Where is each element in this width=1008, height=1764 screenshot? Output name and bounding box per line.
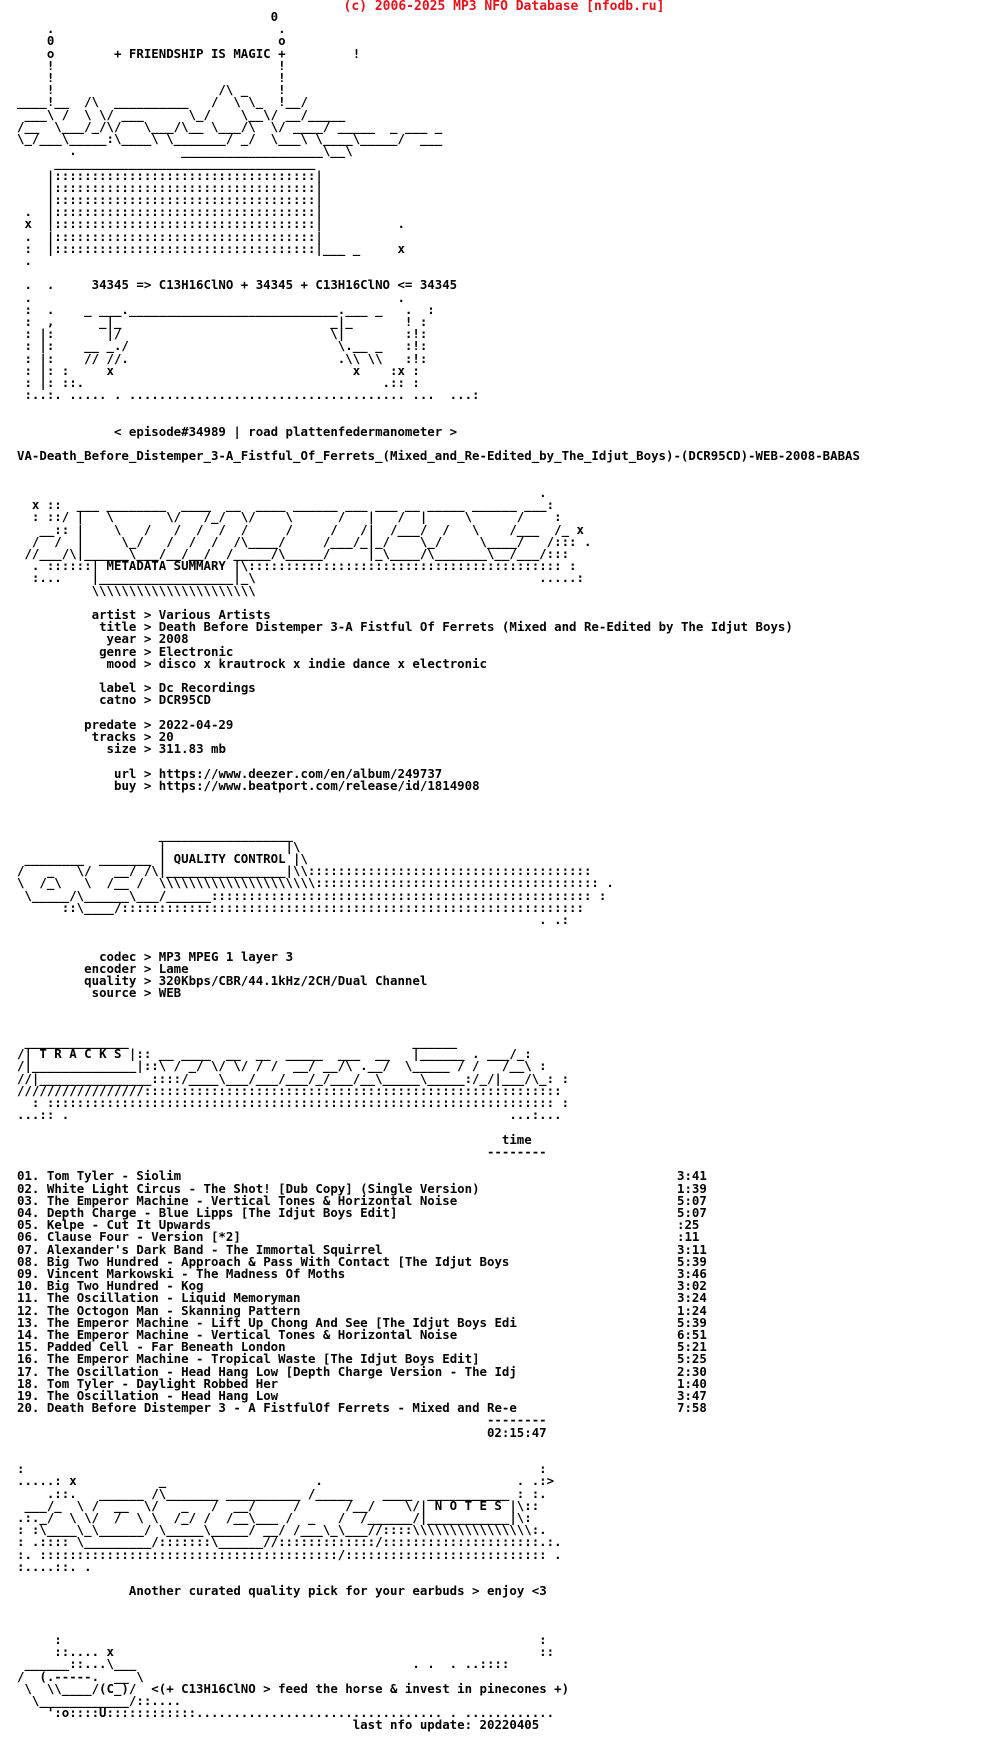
meta-value-tracks: 20 [158,728,174,744]
tracks-heading: T R A C K S [39,1046,122,1062]
track-row: 15. Padded Cell - Far Beneath London 5:21 [17,1339,707,1355]
track-row: 03. The Emperor Machine - Vertical Tones & Horizontal Noise 5:07 [17,1192,707,1208]
nfo-document: 0 . . 0 o o + FRIENDSHIP IS MAGIC + ! ! ! ! ! ! /\ _ ! ____!__ /\ __________ / \ \_ !__/ ___\ / \ \/ ___ \_/ \__\/ __/_____ /__ \___/_/\/ \___/\__ \___/\ \/ ____/ _____ _ ___ _ \_/___\_____:\____\ \_______/ _/ \___\ \____\_____/ ___ . ___________________\__\ ___________________________________ |:::::::::::::::::::::::::::::::::::| |:::::::::::::::::::::::::::::::::::| |:::::::::::::::::::::::::::::::::::| . |:::::::::::::::::::::::::::::::::::| x |:::::::::::::::::::::::::::::::::::| . . |:::::::::::::::::::::::::::::::::::| : |:::::::::::::::::::::::::::::::::::|___ _ x . . . 34345 => C13H16ClNO + 34345 + C13H16ClNO <= 34345 . . : . _ ___.____________________________.___ _ . : : , _|_ _|_ ! : : |: |/ \| :!: : |: __ _./ \.__ _ :!: : |: // //. .\\ \\ :!: : |: : x x :x : : |: ::. .:: : :..:. ..... . ..................................... ... ...: < episode#34989 | road plattenfedermanometer > VA-Death_Before_Distemper_3-A_Fistful_Of_Ferrets_(Mixed_and_Re-Edited_by_The_Idjut_Boys)-(DCR95CD)-WEB-2008-BABAS . x :: ___ ________ ____ __ ____ ______ ___ ___ __ _____ ______ ___: : ::/ | \ \/ /_/ \/ \ / | / | \ / : __:: | \ / / / / / / / /| /___/ / \ /___ /_ x / / | \_/ / / / /\____/ /___/_|_/ \_/ \____/ /::: . //___/\|______\___/__/__/ /_____/\_____/ |_\____/\_______\__/___/::: . ::::::| METADATA SUMMARY |\:::::::::::::::::::::::::::::::::::::::::: : :... |__________________|_\ .....: \\\\\\\\\\\\\\\\\\\\\\ artist > Various Artists title > Death Before Distemper 3-A Fistful Of Ferrets (Mixed and Re-Edited by The Idjut Boys) year > 2008 genre > Electronic mood > disco x krautrock x indie dance x electronic label > Dc Recordings catno > DCR95CD predate > 2022-04-29 tracks > 20 size > 311.83 mb url > https://www.deezer.com/en/album/249737 buy > https://www.beatport.com/release/id/1814908 __________________ | |\ ________ _______ | QUALITY CONTROL |\ / _ \/ __/ /\|________________|\\:::::::::::::::::::::::::::::::::::::: \ /_\ \ /__ / \\\\\\\\\\\\\\\\\\\\\:::::::::::::::::::::::::::::::::::::: . \_____/\______\___/______::::::::::::::::::::::::::::::::::::::::::::::::::: : ::\____/:::::::::::::::::::::::::::::::::::::::::::::::::::::::::::::: . .: codec > MP3 MPEG 1 layer 3 encoder > Lame quality > 320Kbps/CBR/44.1kHz/2CH/Dual Channel source > WEB ______________ ______ /| T R A C K S |:: __ ____ __ __ _____ ___ __ |______ . ___/_: /|______________|::\ / _/ \/ \/ / / __/ __/\ .__/ \_____ / / /__\ : //|_______________::::/____\___/___/___/_/___/__\_____\_____:/_/|___/\_: : /////////////////:::::::::::::::::::::::::::::::::::::::::::::::::::::::: : :::::::::::::::::::::::::::::::::::::::::::::::::::::::::::::::::::: : ...:: . ...:... time -------- 01. Tom Tyler - Siolim 3:41 02. White Light Circus - The Shot! [Dub Copy] (Single Version) 1:39 03. The Emperor Machine - Vertical Tones & Horizontal Noise 5:07 04. Depth Charge - Blue Lipps [The Idjut Boys Edit] 5:07 05. Kelpe - Cut It Upwards :25 06. Clause Four - Version [*2] :11 07. Alexander's Dark Band - The Immortal Squirrel 3:11 08. Big Two Hundred - Approach & Pass With Contact [The Idjut Boys 5:39 09. Vincent Markowski - The Madness Of Moths 3:46 10. Big Two Hundred - Kog 3:02 11. The Oscillation - Liquid Memoryman 3:24 12. The Octogon Man - Skanning Pattern 1:24 13. The Emperor Machine - Lift Up Chong And See [The Idjut Boys Edi 5:39 14. The Emperor Machine - Vertical Tones & Horizontal Noise 6:51 15. Padded Cell - Far Beneath London 5:21 16. The Emperor Machine - Tropical Waste [The Idjut Boys Edit] 5:25 17. The Oscillation - Head Hang Low [Depth Charge Version - The Idj 2:30 18. Tom Tyler - Daylight Robbed Her 1:40 19. The Oscillation - Head Hang Low 3:47 20. Death Before Distemper 3 - A FistfulOf Ferrets - Mixed and Re-e 7:58 -------- 02:15:47 : : .....: x _ . . .:> .::. ______ /\_______ __________ /_____ ____ ___________ : :. ___/_ \ / __ \/ _ / __/ / /__/ \/| N O T E S |\:: .:._/ \ \/ / \ \ /_/ / /__\___ / _ / /______/|___________|\: : :\____\_\______/ \_____\_____/ __/ /___\_\___//::::\\\\\\\\\\\\\\\\:. : .:::: \_________/:::::::\______//:::::::::::::/:::::::::::::::::::::.:. :. ::::::::::::::::::::::::::::::::::::::::/::::::::::::::::::::::::::: . :....::. . Another curated quality pick for your earbuds > enjoy <3 : : ::.... x :: ______::...\___ . . . ..:::: / (.-----. __ \ \ \\____/(C_)/ <(+ C13H16ClNO > feed the horse & invest in pinecones +) \____________/::.... ':o::::U::::::::::::................................. . ............ last nfo update: 20220405 [17,9,860,1733]
meta-label-label: label [99,680,137,696]
quality-header-art: __________________ | |\ ________ _______ | QUALITY CONTROL |\ / _ \/ __/ /\|________________|\\:::::::::::::::::::::::::::::::::::::: \ /_\ \ /__ / \\\\\\\\\\\\\\\\\\\\\:::::::::::::::::::::::::::::::::::::: . \_____/\______\___/______::::::::::::::::::::::::::::::::::::::::::::::::::: : ::\____/:::::::::::::::::::::::::::::::::::::::::::::::::::::::::::::: . .: [17,826,614,928]
meta-value-artist: Various Artists [158,606,271,622]
meta-value-label: Dc Recordings [158,680,256,696]
meta-value-title: Death Before Distemper 3-A Fistful Of Ferrets (Mixed and Re-Edited by The Idjut Boys) [158,619,793,635]
quality-label-encoder: encoder [84,960,137,976]
track-row: 08. Big Two Hundred - Approach & Pass With Contact [The Idjut Boys 5:39 [17,1253,707,1269]
meta-label-mood: mood [106,655,137,671]
site-header: (c) 2006-2025 MP3 NFO Database [nfodb.ru] [343,0,665,14]
track-row: 01. Tom Tyler - Siolim 3:41 [17,1168,707,1184]
track-row: 05. Kelpe - Cut It Upwards :25 [17,1217,700,1233]
meta-label-artist: artist [91,606,137,622]
metadata-header-art: . x :: ___ ________ ____ __ ____ ______ ___ ___ __ _____ ______ ___: : ::/ | \ \/ /_/ \/ \ / | / | \ / : __:: | \ / / / / / / / /| /___/ / \ /___ /_ x / / | \_/ / / / /\____/ /___/_|_/ \_/ \____/ /::: . //___/\|______\___/__/__/ /_____/\_____/ |_\____/\_______\__/___/::: . ::::::| METADATA SUMMARY |\:::::::::::::::::::::::::::::::::::::::::: : :... |__________________|_\ .....: \\\\\\\\\\\\\\\\\\\\\\ [24,484,592,598]
metadata-heading: METADATA SUMMARY [106,558,226,574]
banner-formula: 34345 => C13H16ClNO + 34345 + C13H16ClNO <= 34345 [91,277,458,293]
release-name: VA-Death_Before_Distemper_3-A_Fistful_Of_Ferrets_(Mixed_and_Re-Edited_by_The_Idjut_Boys)-(DCR95CD)-WEB-2008-BABAS [17,448,860,464]
tracks-time-header: time [501,1131,532,1147]
meta-value-genre: Electronic [158,643,234,659]
meta-value-catno: DCR95CD [158,692,211,708]
banner-episode: < episode#34989 | road plattenfedermanometer > [113,423,458,439]
banner-tagline: + FRIENDSHIP IS MAGIC + [113,45,286,61]
meta-label-url: url [113,765,137,781]
track-row: 18. Tom Tyler - Daylight Robbed Her 1:40 [17,1375,707,1391]
meta-label-buy: buy [113,777,137,793]
track-row: 02. White Light Circus - The Shot! [Dub Copy] (Single Version) 1:39 [17,1180,707,1196]
tracks-header-art: ______________ ______ /| T R A C K S |:: __ ____ __ __ _____ ___ __ |______ . ___/_: /|______________|::\ / _/ \/ \/ / / __/ __/\ .__/ \_____ / / /__\ : //|_______________::::/____\___/___/___/_/___/__\_____\_____:/_/|___/\_: : /////////////////:::::::::::::::::::::::::::::::::::::::::::::::::::::::: : :::::::::::::::::::::::::::::::::::::::::::::::::::::::::::::::::::: : ...:: . ...:... [17,1034,570,1123]
meta-label-year: year [106,631,137,647]
meta-value-mood: disco x krautrock x indie dance x electronic [158,655,487,671]
track-row: 16. The Emperor Machine - Tropical Waste [The Idjut Boys Edit] 5:25 [17,1351,707,1367]
track-row: 13. The Emperor Machine - Lift Up Chong And See [The Idjut Boys Edi 5:39 [17,1314,707,1330]
tracks-total: 02:15:47 [486,1424,547,1440]
last-update: last nfo update: 20220405 [352,1717,540,1733]
notes-heading: N O T E S [434,1497,502,1513]
quality-label-source: source [91,985,137,1001]
track-row: 20. Death Before Distemper 3 - A FistfulOf Ferrets - Mixed and Re-e 7:58 [17,1400,707,1416]
meta-label-tracks: tracks [91,728,137,744]
tracks-rule-bottom: -------- [17,1412,547,1428]
meta-value-buy[interactable]: https://www.beatport.com/release/id/1814908 [158,777,480,793]
footer-art: : : ::.... x :: ______::...\___ . . . ..:::: / (.-----. __ \ \ \\____/(C_)/ <(+ C13H16ClNO > feed the horse & invest in pinecones +) \____________/::.... ':o::::U::::::::::::................................. . ............ [17,1632,570,1721]
meta-label-catno: catno [99,692,137,708]
quality-heading: QUALITY CONTROL [173,851,286,867]
track-row: 09. Vincent Markowski - The Madness Of Moths 3:46 [17,1265,707,1281]
meta-value-year: 2008 [158,631,189,647]
quality-value-codec: MP3 MPEG 1 layer 3 [158,948,294,964]
notes-text: Another curated quality pick for your earbuds > enjoy <3 [128,1583,547,1599]
track-row: 14. The Emperor Machine - Vertical Tones & Horizontal Noise 6:51 [17,1326,707,1342]
meta-label-genre: genre [99,643,137,659]
quality-value-quality: 320Kbps/CBR/44.1kHz/2CH/Dual Channel [158,973,428,989]
track-row: 10. Big Two Hundred - Kog 3:02 [17,1278,707,1294]
meta-value-url[interactable]: https://www.deezer.com/en/album/249737 [158,765,443,781]
meta-label-title: title [99,619,137,635]
meta-label-predate: predate [84,716,137,732]
track-row: 07. Alexander's Dark Band - The Immortal Squirrel 3:11 [17,1241,707,1257]
banner-art: 0 . . 0 o o + FRIENDSHIP IS MAGIC + ! ! ! ! ! ! /\ _ ! ____!__ /\ __________ / \ \_ !__/ ___\ / \ \/ ___ \_/ \__\/ __/_____ /__ \___/_/\/ \___/\__ \___/\ \/ ____/ _____ _ ___ _ \_/___\_____:\____\ \_______/ _/ \___\ \____\_____/ ___ . ___________________\__\ ___________________________________ |:::::::::::::::::::::::::::::::::::| |:::::::::::::::::::::::::::::::::::| |:::::::::::::::::::::::::::::::::::| . |:::::::::::::::::::::::::::::::::::| x |:::::::::::::::::::::::::::::::::::| . . |:::::::::::::::::::::::::::::::::::| : |:::::::::::::::::::::::::::::::::::|___ _ x . . . 34345 => C13H16ClNO + 34345 + C13H16ClNO <= 34345 . . : . _ ___.____________________________.___ _ . : : , _|_ _|_ ! : : |: |/ \| :!: : |: __ _./ \.__ _ :!: : |: // //. .\\ \\ :!: : |: : x x :x : : |: ::. .:: : :..:. ..... . ..................................... ... ...: < episode#34989 | road plattenfedermanometer > [17,9,480,439]
meta-value-size: 311.83 mb [158,741,226,757]
quality-value-source: WEB [158,985,182,1001]
quality-label-quality: quality [84,973,137,989]
meta-label-size: size [106,741,137,757]
track-row: 12. The Octogon Man - Skanning Pattern 1:24 [17,1302,707,1318]
quality-label-codec: codec [99,948,137,964]
track-row: 19. The Oscillation - Head Hang Low 3:47 [17,1387,707,1403]
footer-formula: <(+ C13H16ClNO > feed the horse & invest in pinecones +) [151,1680,570,1696]
track-row: 17. The Oscillation - Head Hang Low [Depth Charge Version - The Idj 2:30 [17,1363,707,1379]
tracks-rule-top: -------- [17,1143,547,1159]
track-row: 06. Clause Four - Version [*2] :11 [17,1229,700,1245]
notes-header-art: : : .....: x _ . . .:> .::. ______ /\_______ __________ /_____ ____ ___________ : :. ___/_ \ / __ \/ _ / __/ / /__/ \/| N O T E S |\:: .:._/ \ \/ / \ \ /_/ / /__\___ / _ / /______/|___________|\: : :\____\_\______/ \_____\_____/ __/ /___\_\___//::::\\\\\\\\\\\\\\\\:. : .:::: \_________/:::::::\______//:::::::::::::/:::::::::::::::::::::.:. :. ::::::::::::::::::::::::::::::::::::::::/::::::::::::::::::::::::::: . :....::. . [17,1461,562,1574]
quality-value-encoder: Lame [158,960,189,976]
meta-value-predate: 2022-04-29 [158,716,234,732]
track-row: 11. The Oscillation - Liquid Memoryman 3:24 [17,1290,707,1306]
track-row: 04. Depth Charge - Blue Lipps [The Idjut Boys Edit] 5:07 [17,1204,707,1220]
